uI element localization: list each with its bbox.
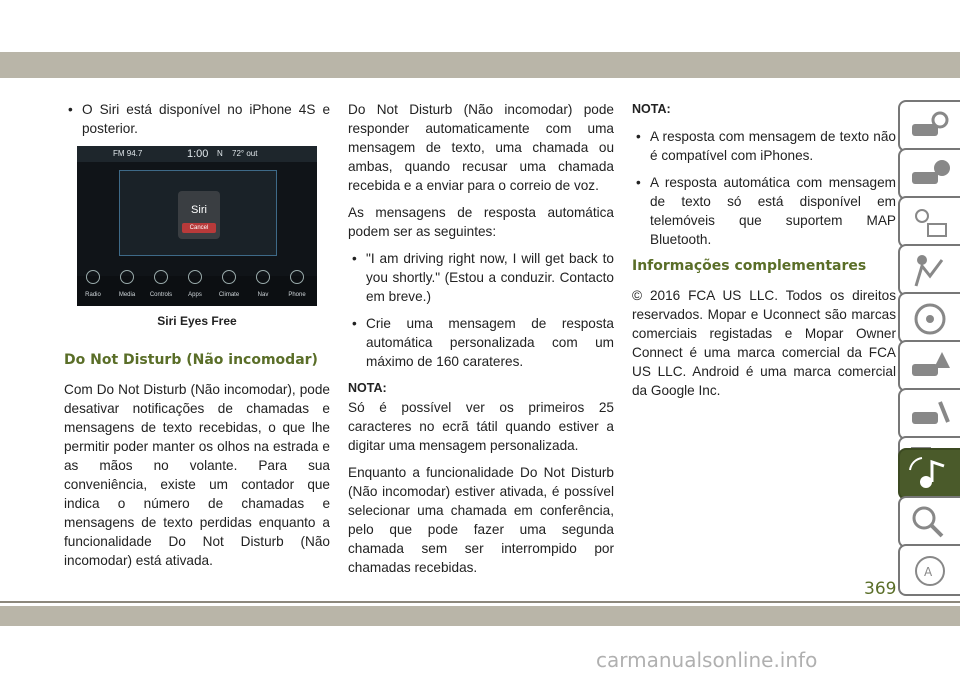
footer-band [0, 606, 960, 626]
column-2 [348, 100, 614, 585]
svg-text:A: A [924, 565, 933, 579]
warning-lights-icon [908, 204, 952, 242]
list-item: • A resposta com mensagem de texto não é compatível com iPhones. [632, 127, 896, 165]
clock: 1:00 [187, 148, 209, 160]
footer-line [0, 601, 960, 603]
car-magnifier-icon [908, 108, 952, 146]
tab-airbag-person[interactable] [898, 244, 960, 296]
paragraph: As mensagens de resposta automática podem ser as seguintes: [348, 205, 614, 239]
paragraph: © 2016 FCA US LLC. Todos os direitos reservados. Mopar e Uconnect são marcas comerciais registadas e Mopar Owner Connect é uma marca comercial da FCA US LLC. Android é uma marca comercial da Google Inc. [632, 288, 896, 398]
controls-icon [154, 270, 168, 284]
paragraph: Enquanto a funcionalidade Do Not Disturb (Não incomodar) estiver ativada, é possível selecionar uma chamada em conferência, pelo que pode fazer uma segunda chamada sem ser interrompido por chamadas recebidas. [348, 465, 614, 575]
dock-label: Nav [257, 292, 269, 298]
tab-alphabet-index[interactable] [898, 544, 960, 596]
phone-icon [290, 270, 304, 284]
note-text: Só é possível ver os primeiros 25 caracteres no ecrã tátil quando estiver a digitar uma mensagem personalizada. [348, 400, 614, 453]
dock-label: Phone [288, 292, 306, 298]
tab-car-warning[interactable] [898, 340, 960, 392]
app-dock [77, 276, 317, 306]
magnifier-icon [908, 504, 952, 542]
tab-magnifier[interactable] [898, 496, 960, 548]
temperature: 72° out [232, 149, 258, 158]
figure-caption: Siri Eyes Free [157, 314, 237, 328]
music-navigation-icon [908, 456, 952, 494]
compass: N [217, 149, 223, 158]
column-3 [632, 100, 896, 408]
note-title: NOTA: [632, 102, 671, 116]
dock-label: Radio [85, 292, 101, 298]
dock-item[interactable] [181, 270, 209, 305]
note-title: NOTA: [348, 381, 387, 395]
dock-item[interactable] [249, 270, 277, 305]
siri-screenshot [77, 146, 317, 306]
list-item: • Crie uma mensagem de resposta automática personalizada com um máximo de 160 carateres. [348, 314, 614, 371]
dock-item[interactable] [283, 270, 311, 305]
tab-steering-wheel[interactable] [898, 292, 960, 344]
tab-music-navigation[interactable] [898, 448, 960, 500]
dock-item[interactable] [113, 270, 141, 305]
header-band [0, 52, 960, 78]
paragraph: Com Do Not Disturb (Não incomodar), pode desativar notificações de chamadas e mensagens de texto recebidas, o que lhe permitir poder manter os olhos na estrada e as mãos no volante. Para sua conveniência, existe um contador que indica o número de chamadas e mensagens de texto perdidas enquanto a funcionalidade Do Not Disturb (Não incomodar) está ativada. [64, 382, 330, 568]
tab-car-magnifier[interactable] [898, 100, 960, 152]
car-wrench-icon [908, 396, 952, 434]
nav-icon [256, 270, 270, 284]
status-bar [77, 146, 317, 162]
climate-icon [222, 270, 236, 284]
siri-dialog [178, 191, 220, 239]
radio-icon [86, 270, 100, 284]
list-item: • A resposta automática com mensagem de texto só está disponível em telemóveis que suportem MAP Bluetooth. [632, 173, 896, 249]
list-item: • "I am driving right now, I will get back to you shortly." (Estou a conduzir. Contacto em breve.) [348, 249, 614, 306]
dock-label: Controls [149, 292, 173, 298]
section-heading: Do Not Disturb (Não incomodar) [64, 352, 318, 368]
dock-item[interactable] [147, 270, 175, 305]
watermark: carmanualsonline.info [596, 648, 818, 672]
siri-panel [119, 170, 277, 256]
car-info-icon [908, 156, 952, 194]
tab-car-wrench[interactable] [898, 388, 960, 440]
dock-label: Media [118, 292, 136, 298]
dock-item[interactable] [215, 270, 243, 305]
list-item: • O Siri está disponível no iPhone 4S e posterior. [64, 100, 330, 138]
steering-wheel-icon [908, 300, 952, 338]
tab-car-info[interactable] [898, 148, 960, 200]
media-icon [120, 270, 134, 284]
dock-label: Apps [188, 292, 202, 298]
tab-warning-lights[interactable] [898, 196, 960, 248]
siri-title: Siri [191, 204, 207, 216]
apps-icon [188, 270, 202, 284]
airbag-person-icon [908, 252, 952, 290]
cancel-button[interactable]: Cancel [182, 223, 216, 233]
section-heading: Informações complementares [632, 258, 867, 274]
alphabet-index-icon [908, 552, 952, 590]
page-number: 369 [864, 579, 897, 599]
dock-item[interactable] [79, 270, 107, 305]
car-warning-icon [908, 348, 952, 386]
column-1 [64, 100, 330, 578]
dock-label: Climate [218, 292, 240, 298]
radio-station: FM 94.7 [113, 149, 143, 158]
paragraph: Do Not Disturb (Não incomodar) pode responder automaticamente com uma mensagem de texto, uma chamada ou ambas, quando recusar uma chamada recebida e a enviar para o correio de voz. [348, 102, 614, 193]
